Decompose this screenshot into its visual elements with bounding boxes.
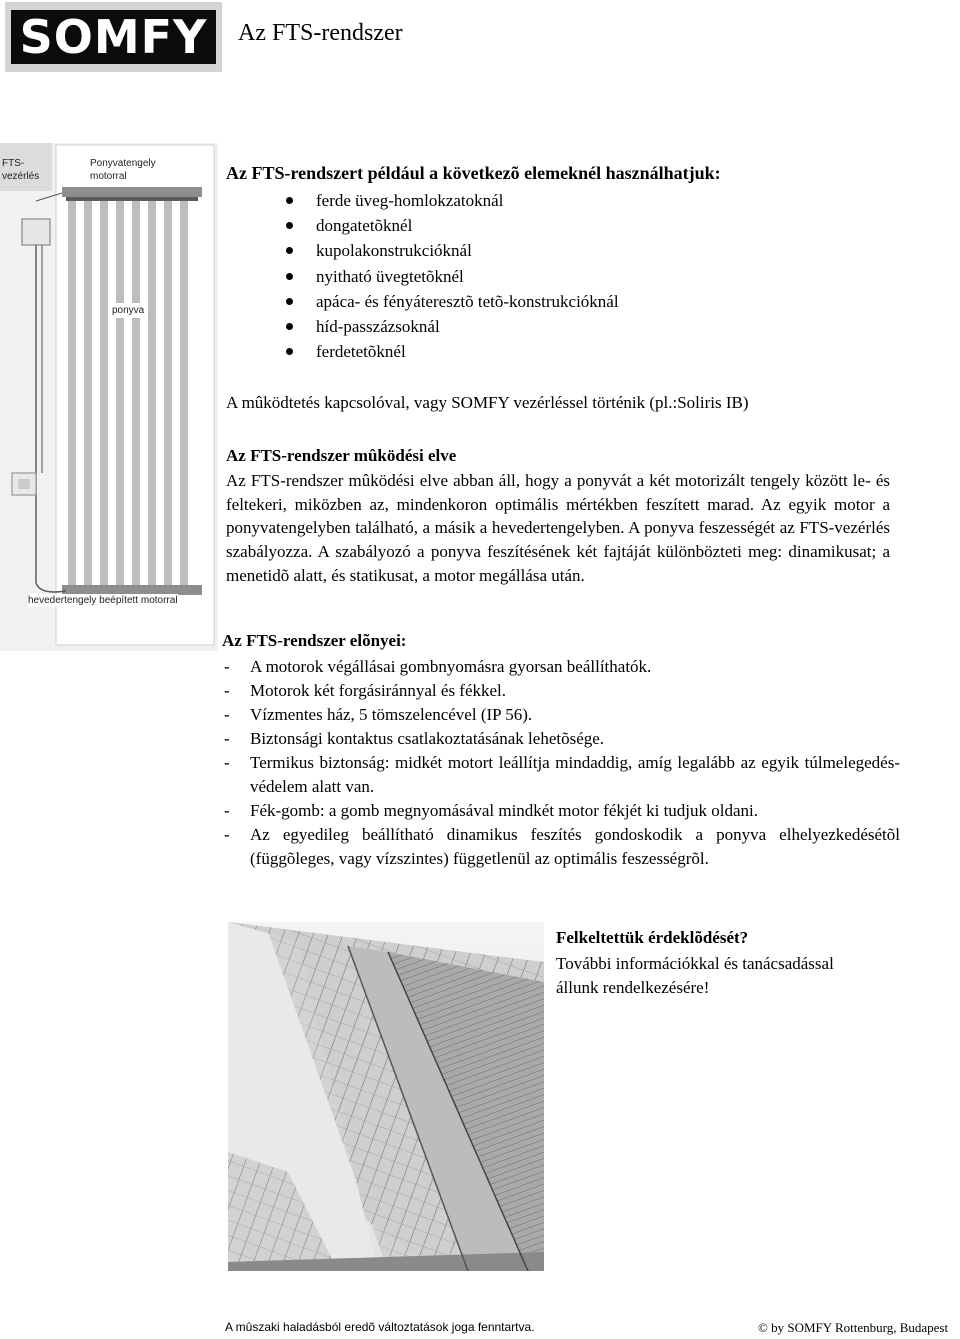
list-item-text: híd-passzázsoknál	[316, 316, 440, 336]
fts-system-diagram	[0, 143, 218, 651]
dash-marker: -	[224, 801, 230, 820]
bottom-roller-label: hevedertengely beépített motorral	[28, 595, 178, 606]
list-item	[222, 727, 900, 751]
dash-marker: -	[224, 729, 230, 748]
list-item-text: Vízmentes ház, 5 tömszelencével (IP 56).	[250, 705, 533, 724]
list-item-text: kupolakonstrukcióknál	[316, 241, 472, 261]
list-item-text: ferdetetõknél	[316, 342, 406, 362]
list-item-text: Motorok két forgásiránnyal és fékkel.	[250, 681, 507, 700]
list-item-text: dongatetõknél	[316, 216, 413, 236]
list-item-text: apáca- és fényáteresztõ tetõ-konstrukcióknál	[316, 291, 619, 311]
bullet-icon	[286, 298, 293, 305]
list-item	[222, 655, 900, 679]
usage-heading: Az FTS-rendszert például a következõ elemeknél használhatjuk:	[226, 163, 721, 183]
logo-text: SOMFY	[19, 10, 208, 64]
list-item-text: Az egyedileg beállítható dinamikus feszítés gondoskodik a ponyva elhelyezkedésétõl (függõleges, vagy vízszintes) függetlenül az optimális feszességrõl.	[250, 825, 900, 868]
bullet-icon	[286, 273, 293, 280]
list-item	[222, 679, 900, 703]
page-title: Az FTS-rendszer	[238, 20, 403, 46]
dash-marker: -	[224, 825, 230, 844]
cta-heading: Felkeltettük érdeklõdését?	[556, 928, 749, 947]
list-item	[222, 823, 900, 871]
list-item	[226, 339, 619, 364]
benefits-list	[222, 655, 900, 871]
operation-note: A mûködtetés kapcsolóval, vagy SOMFY vezérléssel történik (pl.:Soliris IB)	[226, 393, 749, 412]
list-item	[222, 799, 900, 823]
list-item	[226, 264, 619, 289]
somfy-logo	[11, 10, 216, 64]
principle-paragraph: Az FTS-rendszer mûködési elve abban áll, hogy a ponyvát a két motorizált tengely között le- és feltekeri, miközben az, mindenkoron optimális mértékben feszített marad. Az egyik motor a ponyvatengelyben található, a másik a hevedertengelyben. A ponyva feszességét az FTS-vezérlés szabályozza. A szabályozó a ponyva feszítésének két fajtáját különbözteti meg: dinamikusat; a menetidõ alatt, és statikusat, a motor megállása után.	[226, 471, 890, 585]
list-item-text: Fék-gomb: a gomb megnyomásával mindkét motor fékjét ki tudjuk oldani.	[250, 801, 759, 820]
dash-marker: -	[224, 657, 230, 676]
list-item-text: A motorok végállásai gombnyomásra gyorsan beállíthatók.	[250, 657, 652, 676]
list-item	[226, 188, 619, 213]
list-item	[226, 213, 619, 238]
canvas-label: ponyva	[108, 303, 148, 318]
dash-marker: -	[224, 705, 230, 724]
principle-heading: Az FTS-rendszer mûködési elve	[226, 446, 457, 465]
bullet-icon	[286, 197, 293, 204]
glass-roof-photo	[228, 922, 544, 1271]
logo-frame	[5, 2, 222, 72]
bullet-icon	[286, 222, 293, 229]
fts-controller-label: FTS- vezérlés	[2, 158, 40, 182]
list-item-text: ferde üveg-homlokzatoknál	[316, 191, 504, 210]
list-item	[222, 703, 900, 727]
bullet-icon	[286, 247, 293, 254]
list-item	[222, 751, 900, 799]
diagram-illustration	[0, 143, 218, 651]
bullet-icon	[286, 348, 293, 355]
list-item-text: nyitható üvegtetõknél	[316, 266, 464, 286]
list-item	[226, 238, 619, 263]
footer-disclaimer: A mûszaki haladásból eredõ változtatások joga fenntartva.	[225, 1320, 535, 1334]
dash-marker: -	[224, 681, 230, 700]
list-item-text: Biztonsági kontaktus csatlakoztatásának lehetõsége.	[250, 729, 605, 748]
top-roller-label: Ponyvatengely motorral	[90, 157, 190, 183]
list-item-text: Termikus biztonság: midkét motort leállítja mindaddig, amíg legalább az egyik túlmelegedés-védelem alatt van.	[250, 753, 900, 796]
dash-marker: -	[224, 753, 230, 772]
footer-copyright: © by SOMFY Rottenburg, Budapest	[758, 1320, 949, 1335]
bullet-icon	[286, 323, 293, 330]
list-item	[226, 314, 619, 339]
list-item	[226, 289, 619, 314]
usage-list	[226, 188, 619, 364]
cta-text: További információkkal és tanácsadással állunk rendelkezésére!	[556, 954, 834, 997]
benefits-heading: Az FTS-rendszer elõnyei:	[222, 631, 407, 650]
photo-illustration	[228, 922, 544, 1271]
